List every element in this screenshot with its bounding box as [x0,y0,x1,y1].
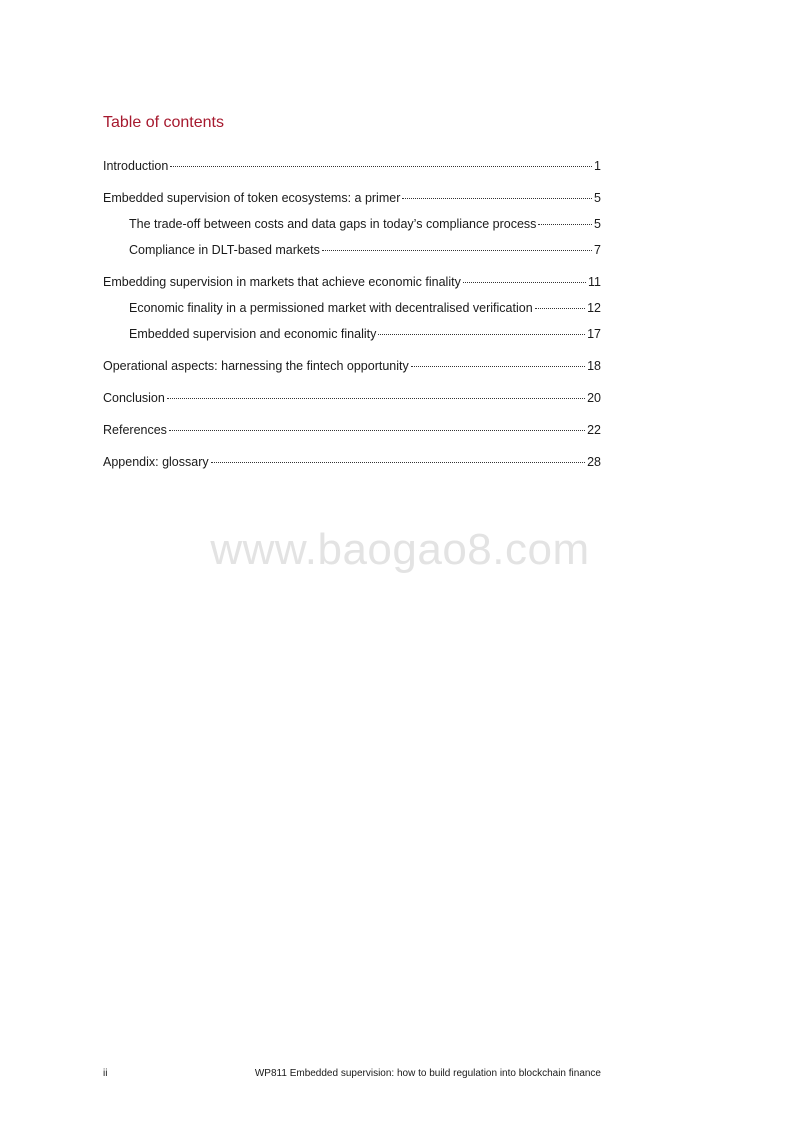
toc-entry-primer[interactable] [103,190,601,206]
dot-leader [378,334,585,335]
footer-page-number: ii [103,1068,108,1079]
toc-entry-page: 18 [587,359,601,373]
toc-entry-page: 5 [594,217,601,231]
toc-entry-permissioned-market[interactable] [129,300,601,316]
toc-entry-label: References [103,423,167,437]
dot-leader [167,398,585,399]
dot-leader [535,308,585,309]
toc-entry-label: Embedded supervision of token ecosystems: a primer [103,191,401,205]
toc-entry-page: 7 [594,243,601,257]
dot-leader [411,366,585,367]
watermark: www.baogao8.com [210,525,590,574]
toc-entry-embedded-supervision-finality[interactable] [129,326,601,342]
toc-entry-operational-aspects[interactable] [103,358,601,374]
toc-entry-references[interactable] [103,422,601,438]
toc-entry-page: 17 [587,327,601,341]
toc-entry-economic-finality-markets[interactable] [103,274,601,290]
toc-entry-page: 28 [587,455,601,469]
toc-entry-label: Operational aspects: harnessing the fintech opportunity [103,359,409,373]
toc-title: Table of contents [103,114,224,131]
dot-leader [463,282,586,283]
toc-entry-label: Conclusion [103,391,165,405]
toc-entry-label: Appendix: glossary [103,455,209,469]
toc-entry-label: The trade-off between costs and data gaps in today’s compliance process [129,217,537,231]
toc-entry-conclusion[interactable] [103,390,601,406]
toc-entry-trade-off[interactable] [129,216,601,232]
dot-leader [211,462,585,463]
toc-entry-label: Introduction [103,159,169,173]
dot-leader [402,198,592,199]
dot-leader [170,166,592,167]
toc-entry-introduction[interactable] [103,158,601,174]
toc-entry-page: 5 [594,191,601,205]
toc-entry-page: 22 [587,423,601,437]
toc-entry-label: Compliance in DLT-based markets [129,243,320,257]
toc-entry-label: Embedding supervision in markets that achieve economic finality [103,275,461,289]
toc-entry-label: Embedded supervision and economic finality [129,327,377,341]
dot-leader [322,250,592,251]
toc-entry-appendix[interactable] [103,454,601,470]
dot-leader [169,430,585,431]
toc-entry-page: 12 [587,301,601,315]
toc-entry-page: 11 [588,275,601,289]
toc-entry-label: Economic finality in a permissioned market with decentralised verification [129,301,533,315]
toc-entry-page: 1 [594,159,601,173]
toc-entry-page: 20 [587,391,601,405]
toc-entry-compliance-dlt[interactable] [129,242,601,258]
footer-running-title: WP811 Embedded supervision: how to build regulation into blockchain finance [254,1068,601,1079]
dot-leader [538,224,592,225]
